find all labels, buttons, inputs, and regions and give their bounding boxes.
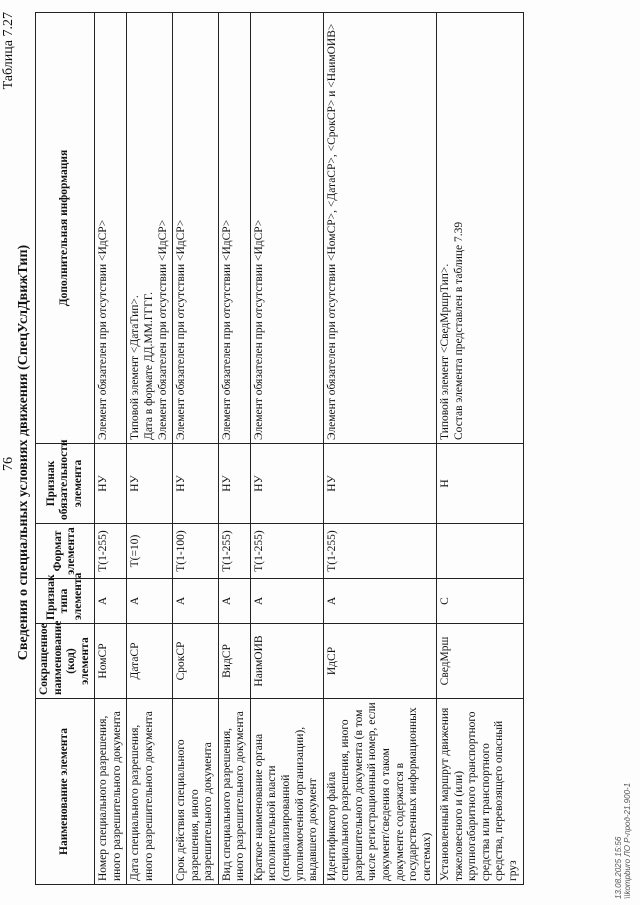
info-line: Элемент обязателен при отсутствии <ИдСР> [97,219,110,440]
cell-format: T(1-255) [218,524,250,579]
header-required: Признак обязательности элемента [36,444,95,524]
elements-table [35,12,524,885]
info-line: Типовой элемент <ДатаТип>. [129,295,142,440]
info-line: Состав элемента представлен в таблице 7.39 [452,221,465,440]
cell-format: T(1-255) [323,524,437,579]
cell-info [437,13,523,444]
table-label: Таблица 7.27 [1,12,16,90]
info-line: Элемент обязателен при отсутствии <ИдСР> [252,219,265,440]
table-row [173,13,219,885]
cell-required: НУ [95,444,127,524]
info-line: Элемент обязателен при отсутствии <ИдСР> [156,219,169,440]
cell-code: НаимОИВ [250,624,323,699]
table-header-row [36,13,95,885]
cell-name: Дата специального разрешения, иного разрешительного документа [127,699,173,885]
cell-info [95,13,127,444]
cell-format: T(1-255) [95,524,127,579]
header-info: Дополнительная информация [36,13,95,444]
cell-required: НУ [127,444,173,524]
cell-type: А [95,579,127,624]
footer-timestamp: 13.08.2025 15:56 [614,836,623,899]
cell-type: А [250,579,323,624]
cell-code: ВидСР [218,624,250,699]
info-line: Элемент обязателен при отсутствии <НомСР>, <ДатаСР>, <СрокСР> и <НаимОИВ> [325,23,338,440]
table-row [218,13,250,885]
cell-name: Краткое наименование органа исполнительной власти (специализированной уполномоченной организации), выдавшего документ [250,699,323,885]
table-title: Сведения о специальных условиях движения (СпецУслДвижТип) [16,244,31,661]
cell-type: А [323,579,437,624]
table-row [95,13,127,885]
table-row [250,13,323,885]
page-number: 76 [1,457,16,471]
cell-code: СрокСР [173,624,219,699]
cell-type: А [218,579,250,624]
cell-name: Номер специального разрешения, иного разрешительного документа [95,699,127,885]
header-type: Признак типа элемента [36,579,95,624]
table-row [437,13,523,885]
cell-code: ИдСР [323,624,437,699]
cell-format [437,524,523,579]
header-format: Формат элемента [36,524,95,579]
info-line: Элемент обязателен при отсутствии <ИдСР> [175,219,188,440]
cell-required: НУ [323,444,437,524]
cell-required: Н [437,444,523,524]
header-code: Сокращенное наименование (код) элемента [36,624,95,699]
table-row [323,13,437,885]
cell-name: Установленный маршрут движения тяжеловесного и (или) крупногабаритного транспортного средства или транспортного средства, перевозящего опасный груз [437,699,523,885]
cell-name: Вид специального разрешения, иного разрешительного документа [218,699,250,885]
cell-type: А [127,579,173,624]
cell-required: НУ [173,444,219,524]
cell-format: T(1-100) [173,524,219,579]
footer-source: \\kompburo ЛО Р-прод-21.900-1 [622,782,632,899]
cell-info [173,13,219,444]
cell-required: НУ [250,444,323,524]
cell-info [323,13,437,444]
info-line: Элемент обязателен при отсутствии <ИдСР> [220,219,233,440]
cell-required: НУ [218,444,250,524]
cell-type: А [173,579,219,624]
cell-code: СведМрш [437,624,523,699]
cell-info [218,13,250,444]
info-line: Типовой элемент <СведМршрТип>. [439,263,452,440]
table-row [127,13,173,885]
cell-info [127,13,173,444]
print-footer [615,783,633,899]
info-line: Дата в формате ДД.ММ.ГГГГ. [142,292,155,440]
cell-code: ДатаСР [127,624,173,699]
cell-type: С [437,579,523,624]
cell-info [250,13,323,444]
cell-name: Срок действия специального разрешения, иного разрешительного документа [173,699,219,885]
cell-name: Идентификатор файла специального разрешения, иного разрешительного документа (в том числе регистрационный номер, если документ/сведения о таком документе содержатся в государственных информационных системах) [323,699,437,885]
header-name: Наименование элемента [36,699,95,885]
cell-code: НомСР [95,624,127,699]
cell-format: T(1-255) [250,524,323,579]
cell-format: T(=10) [127,524,173,579]
